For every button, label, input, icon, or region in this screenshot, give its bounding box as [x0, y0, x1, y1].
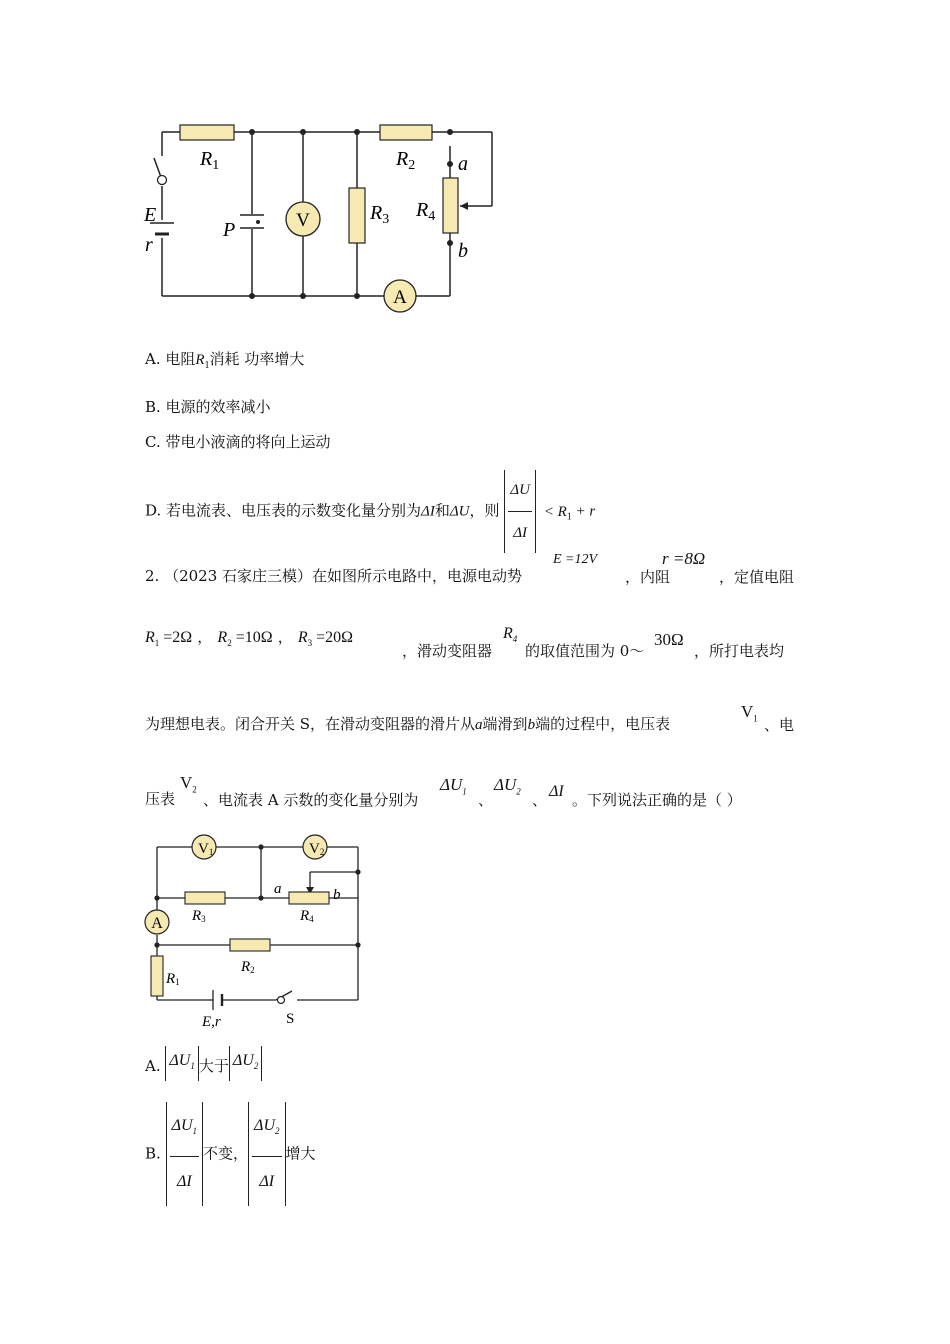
label-a-end-2: a: [274, 881, 282, 897]
q2-line-4-c: 。下列说法正确的是（ ）: [572, 791, 742, 809]
q2-line-1-b: ，内阻: [625, 568, 671, 586]
q2-line-4-b: 、电流表 A 示数的变化量分别为: [203, 791, 419, 809]
label-r: r: [145, 234, 153, 256]
resistor-r1: [180, 125, 234, 140]
q2-line-3-d: 、电: [764, 716, 795, 734]
ammeter-label: A: [393, 287, 407, 308]
voltmeter-label: V: [296, 210, 310, 231]
label-r4: $R_4$: [416, 199, 436, 224]
label-r2: $R_2$: [396, 148, 416, 173]
q1-option-b: B. 电源的效率减小: [145, 398, 271, 416]
q2-line-3: 为理想电表。闭合开关 S，在滑动变阻器的滑片从a端滑到b端的过程中，电压表: [145, 715, 671, 733]
label-r3: $R_3$: [370, 202, 390, 227]
label-er-2: E,r: [202, 1014, 221, 1030]
q2-di: ΔI: [549, 783, 564, 800]
q2-du1: $\Delta U_1$: [440, 775, 467, 797]
circuit-diagram-2: [140, 832, 370, 1032]
label-r3-2: R3: [192, 908, 206, 924]
q2-emf: E =12V: [553, 552, 598, 567]
label-a-end: a: [458, 153, 468, 175]
q2-line-2-e: 的取值范围为 0～: [525, 642, 645, 660]
label-p: P: [223, 219, 236, 241]
rheostat-r4: [443, 178, 458, 233]
label-r2-2: R2: [241, 959, 255, 975]
q2-line-1-c: ，定值电阻: [719, 568, 795, 586]
resistor-r2: [380, 125, 432, 140]
q2-du2: $\Delta U_2$: [494, 775, 521, 797]
resistor-r1-2: [151, 956, 163, 996]
circuit-diagram-1: [140, 118, 500, 323]
q1-option-a: A. 电阻$R_1$消耗 功率增大: [145, 350, 305, 371]
q2-v2: $V_2$: [180, 773, 197, 795]
q2-line-2-d: ，滑动变阻器: [402, 642, 493, 660]
resistor-r3-2: [185, 892, 225, 904]
q2-option-a: A. $\Delta U_1$ 大于 $\Delta U_2$: [145, 1046, 262, 1081]
label-r4-2: R4: [300, 908, 314, 924]
q2-r4: $R_4$: [503, 625, 518, 645]
label-b-end-2: b: [333, 887, 341, 903]
rheostat-r4-2: [289, 892, 329, 904]
q2-line-2: $R_1 =2\Omega$ ， $R_2 =10\Omega$ ， $R_3 =20\Omega$: [145, 628, 354, 649]
label-b-end: b: [458, 240, 468, 262]
q2-internal-r: r =8Ω: [662, 549, 706, 568]
q2-line-2-f: ，所打电表均: [694, 642, 785, 660]
q2-v1: $V_1$: [741, 702, 758, 724]
resistor-r2-2: [230, 939, 270, 951]
q2-line-4-sep1: 、: [478, 791, 494, 809]
q2-line-4-sep2: 、: [532, 791, 548, 809]
q2-option-b: B. $\frac{\Delta U_1}{\Delta I}$ 不变， $\frac{\Delta U_2}{\Delta I}$ 增大: [145, 1102, 316, 1206]
q1-option-d: D. 若电流表、电压表的示数变化量分别为ΔI和ΔU，则 $\frac{\Delta U}{\Delta I}$ < $R_1 + r$: [145, 470, 595, 553]
q1-option-c: C. 带电小液滴的将向上运动: [145, 433, 331, 451]
resistor-r3: [349, 188, 365, 243]
q2-line-4: 压表: [145, 790, 176, 808]
q2-range: 30Ω: [654, 630, 684, 649]
label-r1-2: R1: [166, 971, 180, 987]
ammeter-2-label: A: [151, 915, 163, 932]
voltmeter-v2-label: V2: [309, 841, 325, 857]
label-e: E: [144, 204, 157, 226]
abs-fraction: $\frac{\Delta U}{\Delta I}$: [504, 470, 536, 553]
label-s-2: S: [286, 1011, 295, 1027]
label-r1: $R_1$: [200, 148, 220, 173]
voltmeter-v1-label: V1: [198, 841, 214, 857]
q2-line-1: 2. （2023 石家庄三模）在如图所示电路中，电源电动势: [145, 567, 523, 585]
